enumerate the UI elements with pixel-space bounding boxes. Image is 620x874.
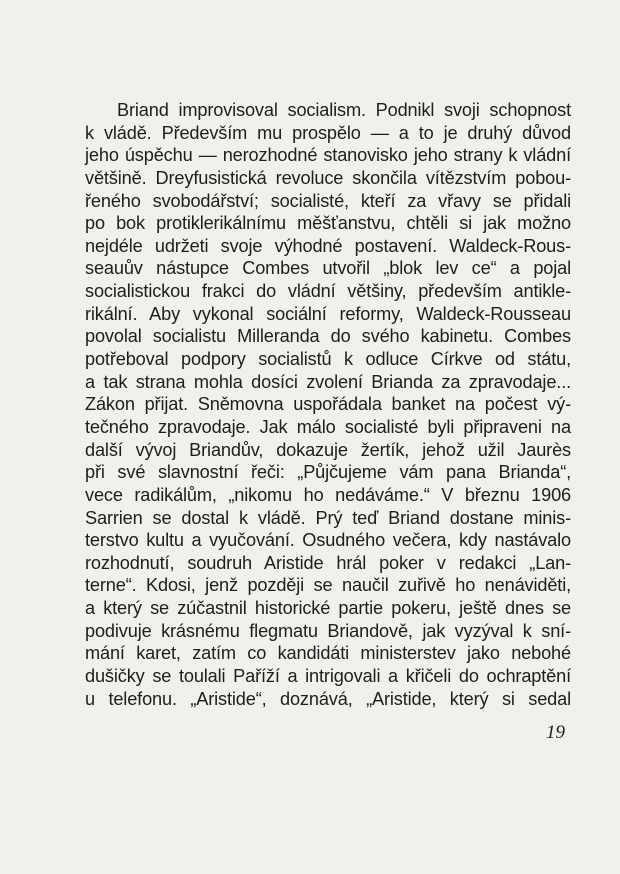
text-line: a který se zúčastnil historické partie pokeru, ještě dnes se bbox=[85, 598, 571, 619]
page-number: 19 bbox=[546, 722, 565, 743]
text-line: povolal socialistu Milleranda do svého kabinetu. Combes bbox=[85, 326, 571, 347]
text-line: Zákon přijat. Sněmovna uspořádala banket na počest vý- bbox=[85, 394, 571, 415]
text-line: mání karet, zatím co kandidáti ministerstev jako nebohé bbox=[85, 643, 571, 664]
text-line: seauův nástupce Combes utvořil „blok lev ce“ a pojal bbox=[85, 258, 571, 279]
text-line: terstvo kultu a vyučování. Osudného večera, kdy nastávalo bbox=[85, 530, 571, 551]
text-line: dušičky se toulali Paříží a intrigovali a křičeli do ochraptění bbox=[85, 666, 571, 687]
text-line: po bok protiklerikálnímu měšťanstvu, chtěli si jak možno bbox=[85, 213, 571, 234]
text-line: podivuje krásnému flegmatu Briandově, jak vyzýval k sní- bbox=[85, 620, 571, 641]
text-line: socialistickou frakci do vládní většiny, především antikle- bbox=[85, 281, 571, 302]
text-line: vece radikálům, „nikomu ho nedáváme.“ V březnu 1906 bbox=[85, 484, 571, 505]
text-line: jeho úspěchu — nerozhodné stanovisko jeho strany k vládní bbox=[85, 145, 571, 166]
text-line: většině. Dreyfusistická revoluce skončila vítězstvím pobou- bbox=[85, 167, 571, 188]
text-line: k vládě. Především mu prospělo — a to je druhý důvod bbox=[85, 122, 571, 143]
text-line: rozhodnutí, soudruh Aristide hrál poker v redakci „Lan- bbox=[85, 552, 571, 573]
text-line: další vývoj Briandův, dokazuje žertík, jehož užil Jaurès bbox=[85, 439, 571, 460]
text-line: Briand improvisoval socialism. Podnikl svoji schopnost bbox=[117, 100, 571, 120]
text-line: terne“. Kdosi, jenž později se naučil zuřivě ho nenáviděti, bbox=[85, 575, 571, 596]
text-line: tečného zpravodaje. Jak málo socialisté byli připraveni na bbox=[85, 416, 571, 437]
text-line: řeného svobodářství; socialisté, kteří za vřavy se přidali bbox=[85, 190, 571, 211]
body-text bbox=[85, 99, 571, 710]
text-line: rikální. Aby vykonal sociální reformy, Waldeck-Rousseau bbox=[85, 303, 571, 324]
text-line: nejdéle udržeti svoje výhodné postavení. Waldeck-Rous- bbox=[85, 235, 571, 256]
text-line: potřeboval podpory socialistů k odluce Církve od státu, bbox=[85, 349, 571, 370]
text-line: Sarrien se dostal k vládě. Prý teď Briand dostane minis- bbox=[85, 507, 571, 528]
text-line: u telefonu. „Aristide“, doznává, „Aristide, který si sedal bbox=[85, 688, 571, 709]
text-line: při své slavnostní řeči: „Půjčujeme vám pana Brianda“, bbox=[85, 462, 571, 483]
text-line: a tak strana mohla dosíci zvolení Brianda za zpravodaje... bbox=[85, 371, 571, 392]
